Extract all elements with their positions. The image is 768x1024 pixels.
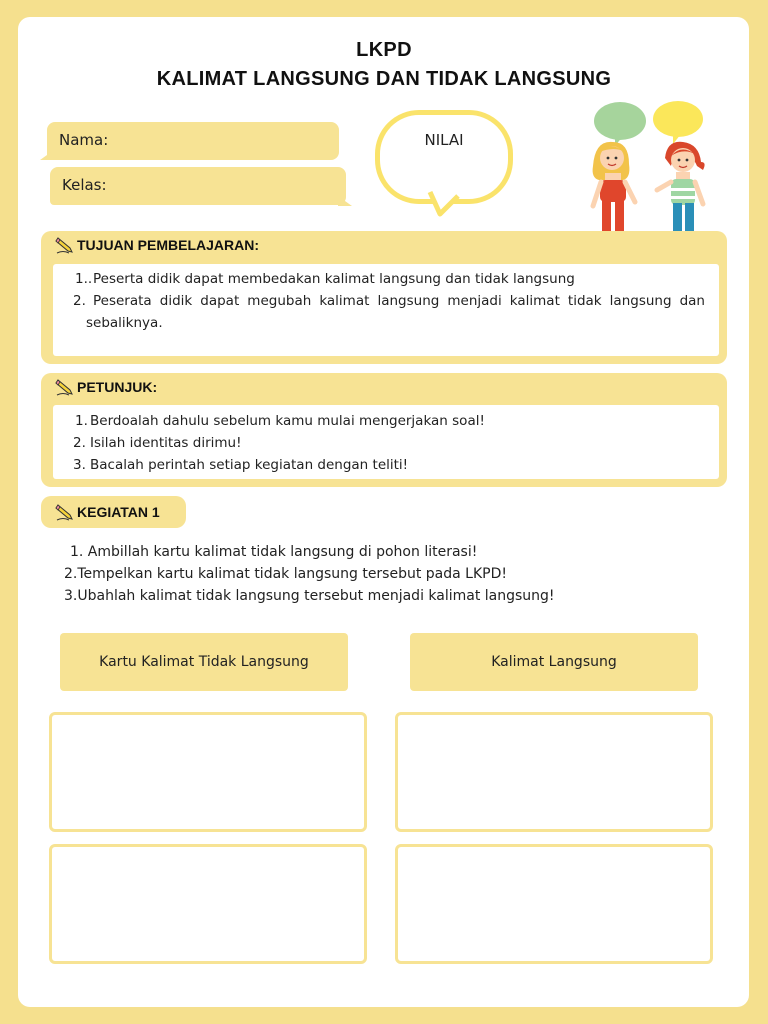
tujuan-item-1: Peserta didik dapat membedakan kalimat langsung dan tidak langsung [93, 271, 575, 287]
nama-field[interactable] [47, 122, 339, 160]
green-speech-bubble [594, 102, 646, 140]
petunjuk-item-3: Bacalah perintah setiap kegiatan dengan teliti! [90, 457, 409, 473]
petunjuk-item-num-3: 3. [73, 457, 86, 473]
kegiatan-step-3: 3.Ubahlah kalimat tidak langsung tersebut menjadi kalimat langsung! [64, 588, 555, 604]
tujuan-heading [55, 236, 259, 254]
score-bubble-tail [426, 190, 466, 218]
answer-box-left-2[interactable] [49, 844, 367, 964]
score-label: NILAI [424, 131, 464, 149]
petunjuk-heading [55, 378, 157, 396]
answer-box-right-2[interactable] [395, 844, 713, 964]
tujuan-heading-text: TUJUAN PEMBELAJARAN: [77, 237, 260, 253]
kelas-field-tail [338, 196, 352, 208]
pencil-icon [55, 236, 75, 254]
page-subtitle: KALIMAT LANGSUNG DAN TIDAK LANGSUNG [156, 68, 612, 90]
column-header-langsung [410, 633, 698, 691]
girl-right-figure [657, 142, 705, 243]
petunjuk-item-num-2: 2. [73, 435, 86, 451]
answer-box-left-1[interactable] [49, 712, 367, 832]
nama-field-tail [40, 150, 54, 162]
tujuan-item-num-1: 1.. [75, 271, 93, 287]
kegiatan-step-1: 1. Ambillah kartu kalimat tidak langsung di pohon literasi! [70, 544, 478, 560]
page-title: LKPD [356, 39, 412, 61]
pencil-icon [55, 378, 75, 396]
kids-illustration [585, 96, 715, 252]
girl-left-figure [593, 142, 635, 242]
petunjuk-item-num-1: 1. [75, 413, 88, 429]
kegiatan-step-2: 2.Tempelkan kartu kalimat tidak langsung tersebut pada LKPD! [64, 566, 507, 582]
column-header-langsung-text: Kalimat Langsung [491, 654, 617, 670]
petunjuk-item-2: Isilah identitas dirimu! [90, 435, 242, 451]
answer-box-right-1[interactable] [395, 712, 713, 832]
column-header-kartu-text: Kartu Kalimat Tidak Langsung [99, 654, 309, 670]
pencil-icon [55, 503, 75, 521]
kelas-label: Kelas: [62, 176, 107, 194]
nama-label: Nama: [59, 131, 109, 149]
kegiatan-heading [55, 503, 160, 521]
tujuan-item-2: Peserata didik dapat megubah kalimat langsung menjadi kalimat tidak langsung dan sebaliknya. [86, 293, 705, 331]
column-header-kartu [60, 633, 348, 691]
tujuan-item-num-2: 2. [73, 293, 86, 309]
kelas-field[interactable] [50, 167, 346, 205]
yellow-speech-bubble [653, 101, 703, 137]
kegiatan-heading-text: KEGIATAN 1 [77, 504, 160, 520]
petunjuk-heading-text: PETUNJUK: [77, 379, 158, 395]
petunjuk-item-1: Berdoalah dahulu sebelum kamu mulai mengerjakan soal! [90, 413, 485, 429]
